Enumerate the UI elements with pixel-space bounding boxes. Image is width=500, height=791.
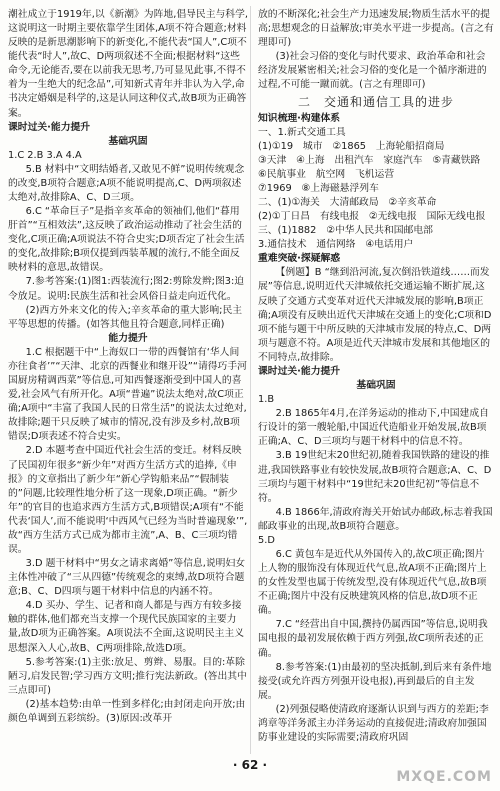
text-paragraph: ⑦1969 ⑧上海磁悬浮列车 <box>258 182 379 194</box>
section-heading: 课时过关·能力提升 <box>8 121 91 133</box>
right-column <box>258 8 494 745</box>
answer-paragraph: 3.D 题干材料中“男女之请求离婚”等信息,说明妇女主体性冲破了“三从四德”传统观念的束缚,故D项符合题意;B、C、D四项与题干材料中信息的内涵不符。 <box>8 558 246 598</box>
text-paragraph: (2)①丁日昌 有线电报 ②无线电报 国际无线电报 <box>258 211 486 223</box>
text-paragraph: 二、(1)①海关 大清邮政局 ②辛亥革命 <box>258 197 437 209</box>
text-paragraph: 1.C 2.B 3.A 4.A <box>8 149 82 161</box>
answer-paragraph: 6.C “革命巨子”是指辛亥革命的领袖们,他们“暮用肝首”“互相效法”,这反映了政治运动推动了社会生活的变化,C项正确;A项说法不符合史实;D项否定了社会生活的变化,故排除;B项仅提到西装革履的流行,不能全面反映材料的意思,故错误。 <box>8 206 245 274</box>
answer-paragraph: 5.参考答案:(1)主张:放足、剪辫、易服。目的:革除陋习,启发民智;学习西方文明;推行宪法新政。(答出其中三点即可) <box>8 656 247 696</box>
subsection-heading: 基础巩固 <box>108 135 148 147</box>
column-divider <box>250 6 251 754</box>
text-paragraph: 5.D <box>258 534 275 546</box>
text-paragraph: 一、1.新式交通工具 <box>258 126 346 138</box>
answer-paragraph: 1.C 根据题干中“上海奴口一带的西餐馆有‘华人间亦往食者’”“天津、北京的西餐业和继开设”“请得巧手河国厨房精调西菜”等信息,可知西餐逐渐受到中国人的喜爱,社会风气有所开化。A项“普遍”说法太绝对,故C项正确;A项中“丰富了我国人民的日常生活”的说法太过绝对,故排除;题干只反映了城市的情况,没有涉及乡村,故B项错误;D项表述不符合史实。 <box>8 346 247 443</box>
answer-paragraph: (3)社会习俗的变化与时代要求、政治革命和社会经济发展紧密相关;社会习俗的变化是一个循序渐进的过程,不可能一蹴而就。(言之有理即可) <box>258 51 487 91</box>
answer-paragraph: (2)列强侵略使清政府逐渐认识到与西方的差距;李鸿章等洋务派主办洋务运动的直接促进;清政府加强国防事业建设的实际需要;清政府巩固 <box>258 703 489 743</box>
left-column <box>8 8 248 726</box>
text-paragraph: (1)①19 城市 ②1865 上海轮船招商局 <box>258 140 445 152</box>
section-heading: 知识梳理·构建体系 <box>258 112 341 124</box>
answer-paragraph: 7.C “经营出自中国,撰持仍属西国”等信息,说明我国电报的最初发展依赖于西方列强,故C项所表述的正确。 <box>258 619 488 659</box>
text-paragraph: 1.B <box>258 394 275 406</box>
section-heading: 重难突破·探疑解惑 <box>258 253 341 265</box>
section-heading: 课时过关·能力提升 <box>258 365 341 377</box>
answer-paragraph: (2)西方外来文化的传入;辛亥革命的重大影响;民主平等思想的传播。(如答其他且符合题意,同样正确) <box>8 304 243 330</box>
subsection-heading: 能力提升 <box>108 332 148 344</box>
text-paragraph: 3.通信技术 通信网络 ④电话用户 <box>258 239 414 251</box>
answer-paragraph: 8.参考答案:(1)由最初的坚决抵制,到后来有条件地接受(或允许西方列强开设电报),再到最后的自主发展。 <box>258 661 492 701</box>
answer-paragraph: 5.B 材料中“文明结婚者,又敢见不鲜”说明传统观念的改变,B项符合题意;A项不能说明提高,C、D两项叙述太绝对,故排除A、C、D三项。 <box>8 163 245 204</box>
page-number: · 62 · <box>232 758 268 772</box>
answer-paragraph: 2.D 本题考查中国近代社会生活的变迁。材料反映了民国初年很多“新少年”对西方生活方式的追捧,《申报》的文章指出了新少年“新心学钩船来品”“假制装的”问题,比较理性地分析了这一现象,D项正确。“新少年”的官目的也追求西方生活方式,B项错误;A项有“不能代表‘国人’,而不能说明‘中西风气已经为当时普遍现象’”,故“西方生活方式已成为都市主流”,A、B、C三项均错误。 <box>8 445 248 555</box>
answer-paragraph: (2)基本趋势:由单一性到多样化;由封闭走向开放;由颜色单调到五彩缤纷。(3)原因:改革开 <box>8 698 246 724</box>
answer-paragraph: 【例题】B “继到沿河流,复次倒沿铁道线……而发展”等信息,说明近代天津城依托交通运输不断扩展,这反映了交通方式变革对近代天津城发展的影响,B项正确;A项没有反映出近代天津城在交通上的变化;C项和D项不能与题干中所反映的天津城市发展的特点,C、D两项与题意不符。A项是近代天津城市发展和其他地区的不同特点,故排除。 <box>258 267 492 363</box>
answer-paragraph: 7.参考答案:(1)图1:西装流行;图2:剪除发辫;图3:迫令放足。说明:民族生活和社会风俗日益走向近代化。 <box>8 276 245 302</box>
text-paragraph: ③天津 ④上海 出租汽车 家庭汽车 ⑤青藏铁路 ⑥民航事业 航空网 飞机运营 <box>258 154 491 180</box>
answer-paragraph: 6.C 黄包车是近代从外国传入的,故C项正确;图片上人物的服饰没有体现近代气息,故A项不正确;图片上的女性发型也属于传统发型,没有体现近代气息,故B项不正确;图片中没有反映建筑风格的信息,故D项不正确。 <box>258 548 487 617</box>
answer-paragraph: 4.B 1866年,清政府海关开始试办邮政,标志着我国邮政事业的出现,故B项符合题意。 <box>258 506 493 532</box>
answer-paragraph: 4.D 买办、学生、记者和商人都是与西方有较多接触的群体,他们都充当支撑一个现代民族国家的主要力量,故D项为正确答案。A项说法不全面,这说明民主主义思想深入人心,故B、C两项排除,故选D项。 <box>8 600 245 654</box>
chapter-title: 二 交通和通信工具的进步 <box>297 95 454 110</box>
answer-paragraph: 2.B 1865年4月,在洋务运动的推动下,中国建成自行设计的第一艘轮船,中国近代造船业开始发展,故B项正确;A、C、D三项均与题干材料中的信息不符。 <box>258 408 489 448</box>
answer-paragraph: 3.B 19世纪末20世纪初,随着我国铁路的建设的推进,我国铁路事业有较快发展,故B项符合题意;A、C、D三项均与题干材料中“19世纪末20世纪初”等信息不符。 <box>258 450 492 504</box>
watermark-logo: MXQE.COM <box>396 769 492 785</box>
text-paragraph: 潮社成立于1919年,以《新潮》为阵地,倡导民主与科学,这说明这一时期主要依靠学生团体,A项不符合题意;材料反映的是新思潮影响下的新变化,不能代表“国人”,C项不能代表“时人”,故C、D两项叙述不全面;根据材料“这些命令,无论能否,要在以前我无思考,乃可显见此事,不得不着为一生绝大的纪念品”,可知新式青年并非认为入学,命书决定婚姻是科学的,这是认同这种仪式,故B项为正确答案。 <box>8 9 249 119</box>
text-paragraph: 三、(1)1882 ②中华人民共和国邮电部 <box>258 225 433 237</box>
text-paragraph: 放的不断深化;社会生产力迅速发展;物质生活水平的提高;思想观念的日益解放;审美水平进一步提高。(言之有理即可) <box>258 9 494 49</box>
subsection-heading: 基础巩固 <box>356 380 396 392</box>
